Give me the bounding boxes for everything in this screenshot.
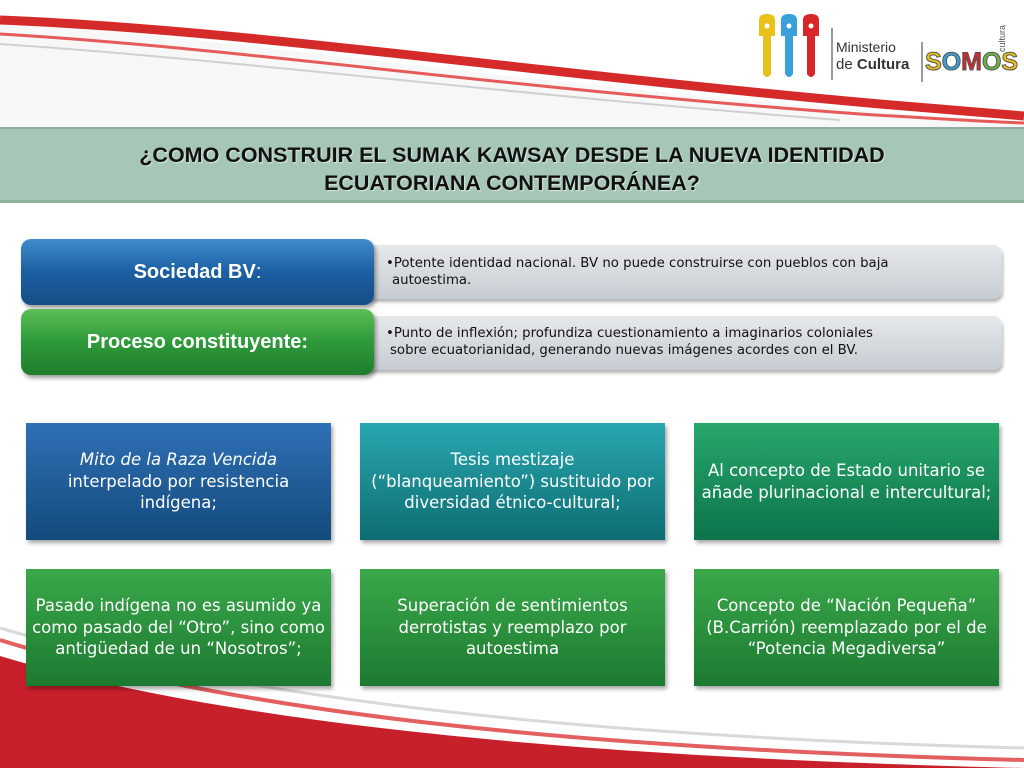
label-proceso-constituyente xyxy=(21,309,374,375)
row-proceso-bullet xyxy=(386,325,873,359)
row-proceso-bullet-line1: •Punto de inflexión; profundiza cuestionamiento a imaginarios coloniales xyxy=(386,326,873,341)
label-sociedad-bv xyxy=(21,239,374,305)
label-sociedad-bv-text: Sociedad BV xyxy=(133,260,256,283)
ministerio-cultura-logo xyxy=(757,14,1019,84)
title-line-2: ECUATORIANA CONTEMPORÁNEA? xyxy=(324,171,700,195)
box-mito-rest: interpelado por resistencia indígena; xyxy=(67,471,290,513)
box-mito-raza-vencida xyxy=(26,423,331,540)
title-line-1: ¿COMO CONSTRUIR EL SUMAK KAWSAY DESDE LA NUEVA IDENTIDAD xyxy=(139,143,885,167)
box-superacion-text: Superación de sentimientos derrotistas y reemplazo por autoestima xyxy=(397,596,628,659)
logo-divider-2 xyxy=(921,42,923,82)
row-sociedad-bullet-line1: •Potente identidad nacional. BV no puede construirse con pueblos con baja xyxy=(386,256,889,271)
box-tesis-mestizaje xyxy=(360,423,665,540)
box-nacion-text: Concepto de “Nación Pequeña” (B.Carrión) reemplazado por el de “Potencia Megadiversa” xyxy=(706,596,987,659)
somos-letter: M xyxy=(961,48,982,76)
box-pasado-indigena xyxy=(26,569,331,686)
box-mito-italic: Mito de la Raza Vencida xyxy=(79,450,278,470)
ministry-line1: Ministerio xyxy=(836,39,896,55)
row-sociedad-bullet-line2: autoestima. xyxy=(392,273,472,288)
somos-letter: O xyxy=(981,48,1002,76)
box-estado-text: Al concepto de Estado unitario se añade plurinacional e intercultural; xyxy=(701,461,992,502)
box-superacion xyxy=(360,569,665,686)
cultura-vertical-label: cultura xyxy=(997,24,1007,52)
label-proceso-text: Proceso constituyente: xyxy=(86,330,309,353)
somos-letter: S xyxy=(925,48,942,76)
somos-letter: O xyxy=(941,48,962,76)
somos-letter: S xyxy=(1001,48,1019,76)
row-proceso-bullet-line2: sobre ecuatorianidad, generando nuevas imágenes acordes con el BV. xyxy=(390,343,859,358)
label-sociedad-bv-colon: : xyxy=(255,260,262,283)
box-pasado-text: Pasado indígena no es asumido ya como pasado del “Otro”, sino como antigüedad de un “Nosotros”; xyxy=(32,596,325,659)
somos-wordmark xyxy=(925,48,1018,76)
teeth-mascot-icon xyxy=(757,14,827,80)
page-title xyxy=(0,141,1024,197)
title-band xyxy=(0,127,1024,203)
box-estado-plurinacional xyxy=(694,423,999,540)
row-sociedad-bullet xyxy=(386,255,889,289)
box-tesis-text: Tesis mestizaje (“blanqueamiento”) sustituido por diversidad étnico-cultural; xyxy=(371,450,654,513)
box-nacion-pequena xyxy=(694,569,999,686)
logo-divider xyxy=(831,28,833,80)
ministry-name xyxy=(836,39,909,73)
ministry-line2: de Cultura xyxy=(836,56,910,73)
